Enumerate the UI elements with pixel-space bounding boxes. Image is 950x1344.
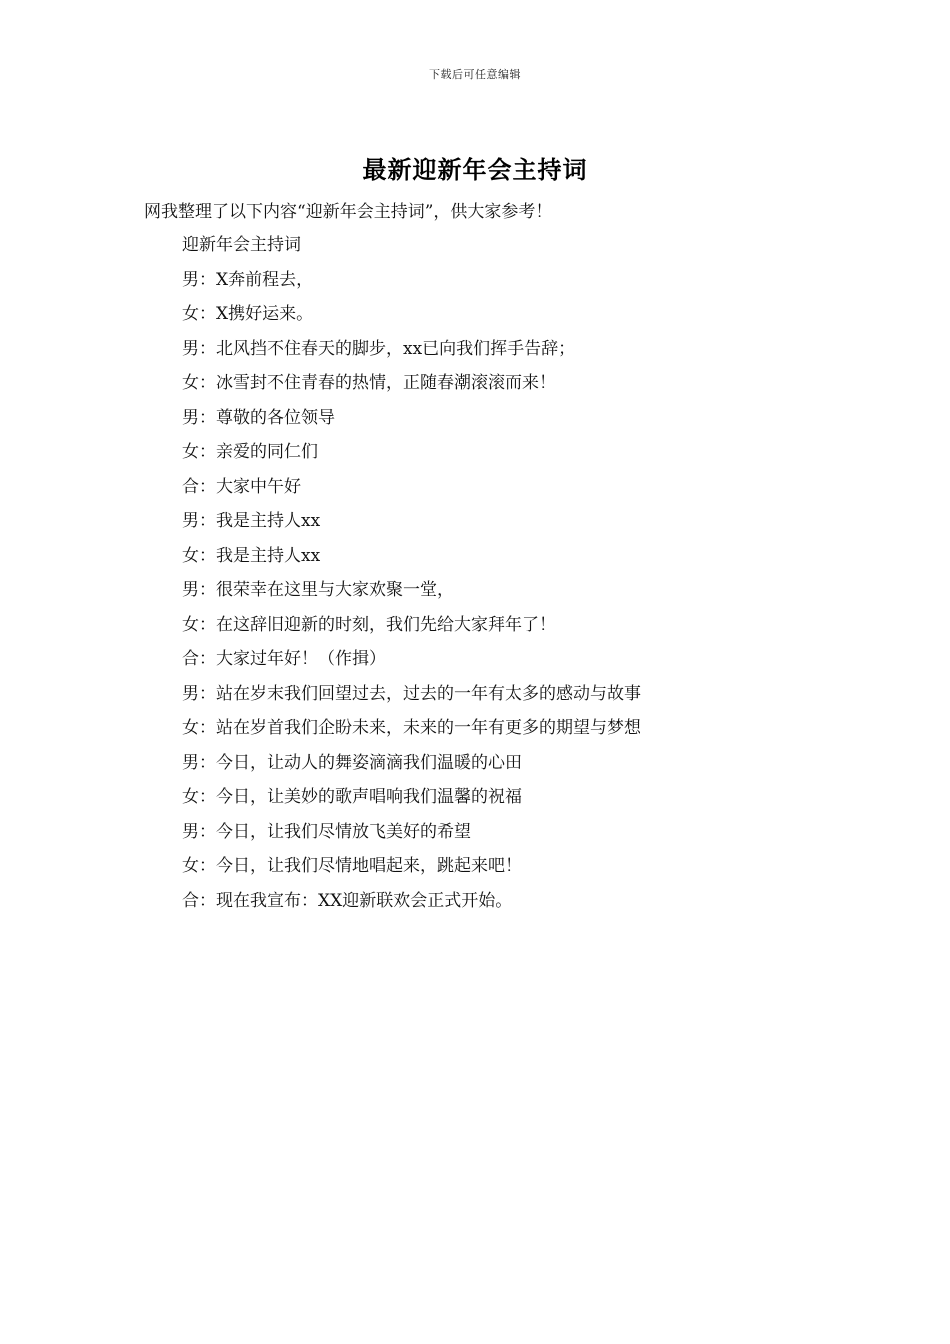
- script-line: 女：我是主持人xx: [182, 545, 321, 566]
- script-line: 男：X奔前程去，: [182, 269, 314, 290]
- script-line: 女：X携好运来。: [182, 304, 314, 324]
- script-line: 女：今日，让我们尽情地唱起来，跳起来吧！: [182, 856, 522, 876]
- script-line: 男：北风挡不住春天的脚步，xx已向我们挥手告辞；: [182, 338, 576, 359]
- script-line: 合：大家过年好！（作揖）: [182, 649, 386, 669]
- script-line: 女：站在岁首我们企盼未来，未来的一年有更多的期望与梦想: [182, 718, 641, 738]
- script-line: 男：我是主持人xx: [182, 511, 321, 531]
- script-line: 女：亲爱的同仁们: [182, 442, 318, 462]
- script-line: 男：站在岁末我们回望过去，过去的一年有太多的感动与故事: [182, 683, 641, 704]
- script-line: 男：今日，让动人的舞姿滴滴我们温暖的心田: [182, 752, 522, 773]
- script-line: 女：今日，让美妙的歌声唱响我们温馨的祝福: [182, 787, 522, 807]
- script-lines: [182, 230, 882, 920]
- document-title: 最新迎新年会主持词: [362, 155, 588, 184]
- script-line: 合：现在我宣布：XX迎新联欢会正式开始。: [182, 890, 513, 911]
- script-heading: 迎新年会主持词: [182, 235, 301, 255]
- script-line: 男：今日，让我们尽情放飞美好的希望: [182, 821, 471, 842]
- intro-paragraph: 网我整理了以下内容“迎新年会主持词”，供大家参考！: [144, 202, 553, 222]
- script-line: 女：冰雪封不住青春的热情，正随春潮滚滚而来！: [182, 373, 556, 393]
- header-note: 下载后可任意编辑: [429, 68, 521, 81]
- script-line: 合：大家中午好: [182, 476, 301, 497]
- script-line: 男：很荣幸在这里与大家欢聚一堂，: [182, 580, 454, 600]
- script-line: 女：在这辞旧迎新的时刻，我们先给大家拜年了！: [182, 614, 556, 635]
- script-line: 男：尊敬的各位领导: [182, 407, 335, 428]
